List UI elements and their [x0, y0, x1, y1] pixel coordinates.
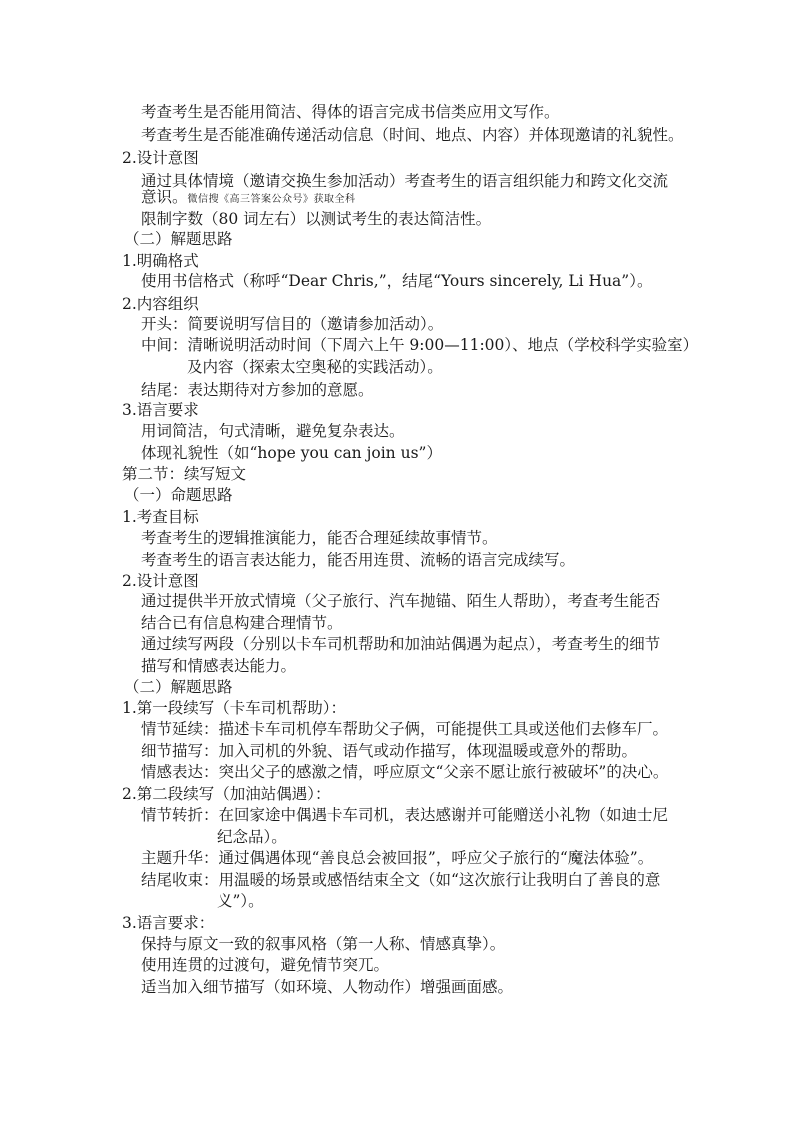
section-heading: （一）命题思路 [124, 486, 233, 504]
text-line: 结合已有信息构建合理情节。 [141, 614, 343, 632]
section-heading: 1.考查目标 [122, 508, 199, 526]
text-line: 情节转折：在回家途中偶遇卡车司机，表达感谢并可能赠送小礼物（如迪士尼 [141, 806, 669, 824]
text-line: 中间：清晰说明活动时间（下周六上午 9:00—11:00）、地点（学校科学实验室） [141, 336, 699, 354]
text-line: 保持与原文一致的叙事风格（第一人称、情感真挚）。 [141, 935, 506, 953]
text-line: 考查考生的语言表达能力，能否用连贯、流畅的语言完成续写。 [141, 551, 576, 569]
watermark-text: 微信搜《高三答案公众号》获取全科 [187, 194, 356, 205]
text-line: 结尾收束：用温暖的场景或感悟结束全文（如“这次旅行让我明白了善良的意 [141, 871, 661, 889]
text-line: 通过续写两段（分别以卡车司机帮助和加油站偶遇为起点），考查考生的细节 [141, 635, 661, 653]
text-line: 体现礼貌性（如“hope you can join us”） [141, 444, 442, 462]
section-heading: 2.第二段续写（加油站偶遇）： [122, 785, 331, 803]
text-line: 用词简洁，句式清晰，避免复杂表达。 [141, 422, 405, 440]
text-line: 通过具体情境（邀请交换生参加活动）考查考生的语言组织能力和跨文化交流 [141, 172, 669, 190]
text-line: 考查考生的逻辑推演能力，能否合理延续故事情节。 [141, 529, 498, 547]
text-line: 主题升华：通过偶遇体现“善良总会被回报”，呼应父子旅行的“魔法体验”。 [141, 849, 654, 867]
section-heading: （二）解题思路 [124, 678, 233, 696]
text-line: 意识。微信搜《高三答案公众号》获取全科 [141, 188, 356, 206]
text-line: 使用连贯的过渡句，避免情节突兀。 [141, 956, 390, 974]
text-line: 考查考生是否能用简洁、得体的语言完成书信类应用文写作。 [141, 103, 560, 121]
section-heading: 1.明确格式 [122, 252, 199, 270]
text-line: 限制字数（80 词左右）以测试考生的表达简洁性。 [141, 210, 492, 228]
text-line: 情感表达：突出父子的感激之情，呼应原文“父亲不愿让旅行被破坏”的决心。 [141, 763, 669, 781]
text-line: 细节描写：加入司机的外貌、语气或动作描写，体现温暖或意外的帮助。 [141, 742, 638, 760]
text-line: 及内容（探索太空奥秘的实践活动）。 [187, 358, 443, 376]
section-heading: 3.语言要求 [122, 401, 199, 419]
text-line: 使用书信格式（称呼“Dear Chris,”，结尾“Yours sincerely, Li Hua”）。 [141, 272, 653, 290]
section-heading: 2.设计意图 [122, 149, 199, 167]
text-line: 结尾：表达期待对方参加的意愿。 [141, 381, 374, 399]
section-heading: 2.内容组织 [122, 295, 199, 313]
text-line: 描写和情感表达能力。 [141, 657, 297, 675]
section-heading: 3.语言要求： [122, 914, 215, 932]
section-heading: 第二节：续写短文 [122, 465, 247, 483]
section-heading: 2.设计意图 [122, 572, 199, 590]
text-line: 义”）。 [217, 892, 264, 910]
text-line: 纪念品）。 [217, 828, 287, 846]
text-line: 开头：简要说明写信目的（邀请参加活动）。 [141, 315, 444, 333]
text-line: 适当加入细节描写（如环境、人物动作）增强画面感。 [141, 978, 514, 996]
section-heading: 1.第一段续写（卡车司机帮助）： [122, 699, 347, 717]
text-line: 通过提供半开放式情境（父子旅行、汽车抛锚、陌生人帮助），考查考生能否 [141, 592, 661, 610]
text-line: 情节延续：描述卡车司机停车帮助父子俩，可能提供工具或送他们去修车厂。 [141, 720, 669, 738]
section-heading: （二）解题思路 [124, 230, 233, 248]
text-line: 考查考生是否能准确传递活动信息（时间、地点、内容）并体现邀请的礼貌性。 [141, 126, 684, 144]
